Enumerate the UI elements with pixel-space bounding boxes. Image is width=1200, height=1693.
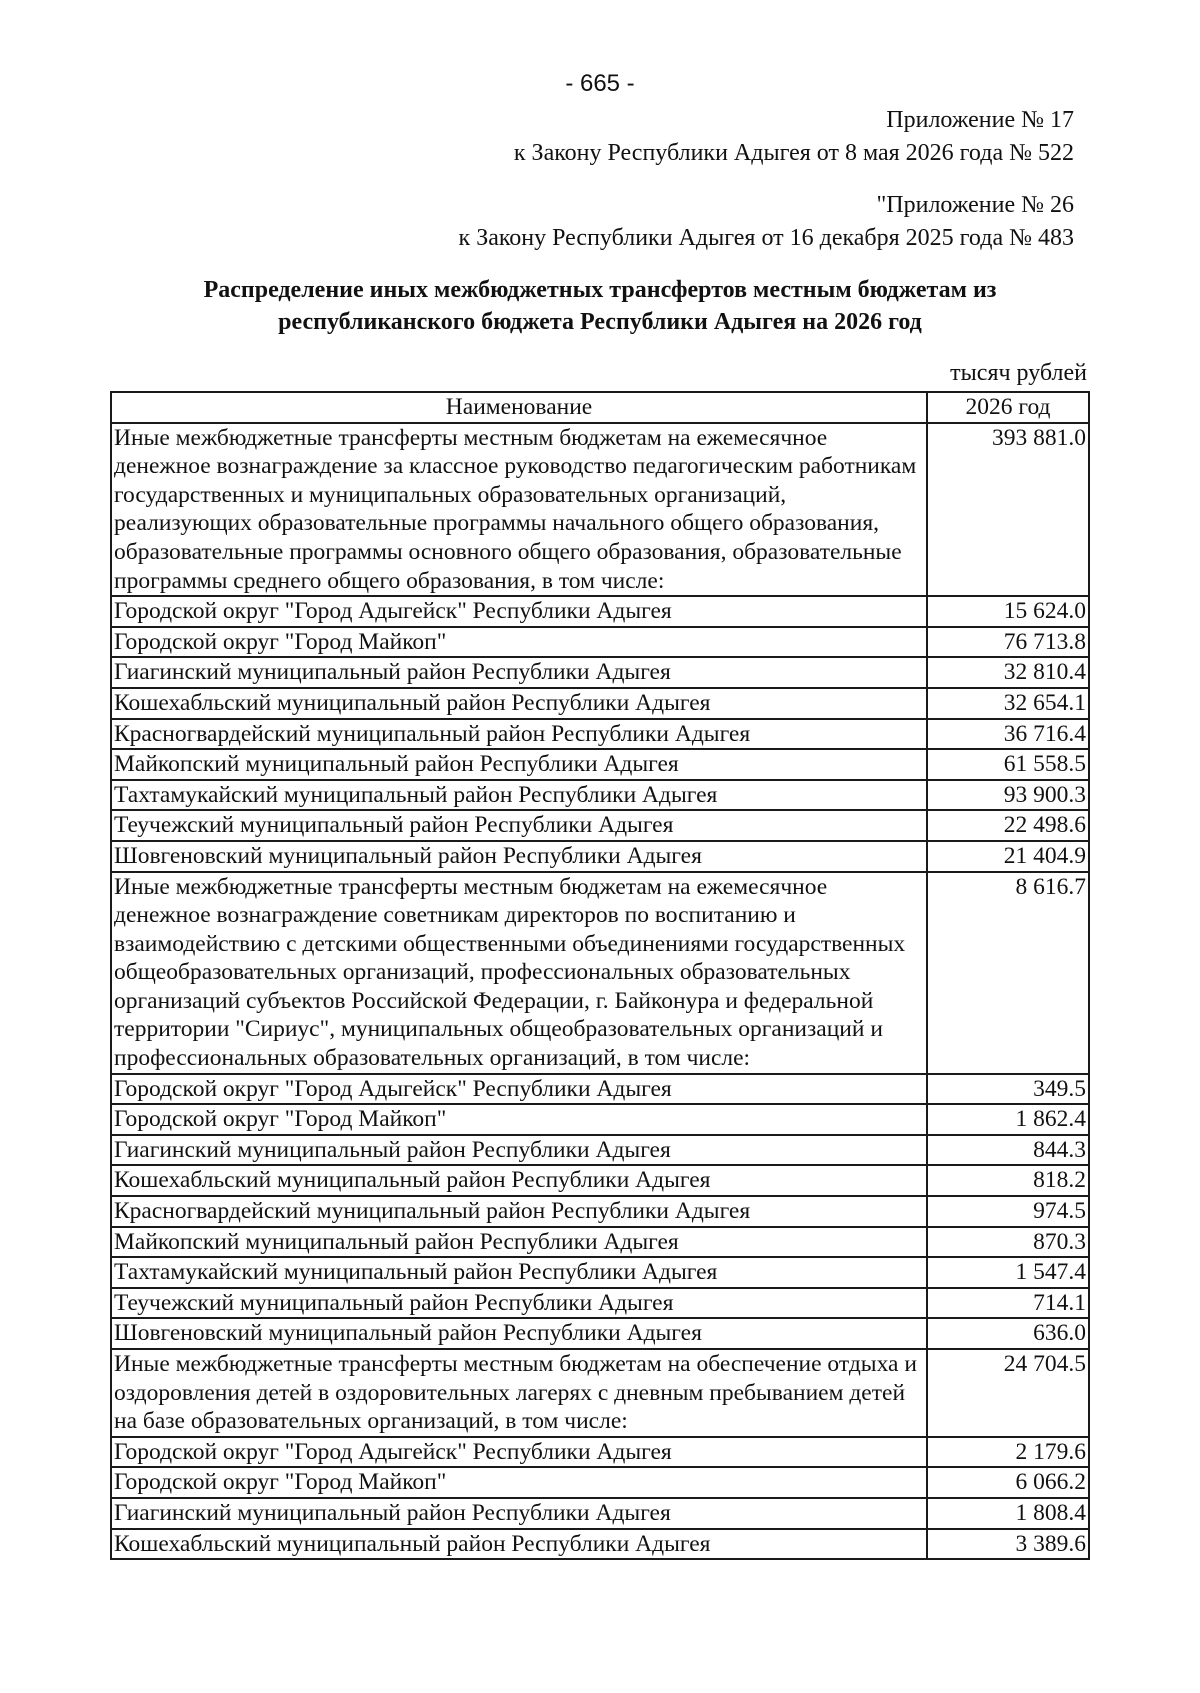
- units-label: тысяч рублей: [950, 360, 1087, 386]
- row-value: 2 179.6: [927, 1437, 1089, 1468]
- table-body: [111, 423, 1089, 1560]
- row-name: Тахтамукайский муниципальный район Республики Адыгея: [111, 780, 927, 811]
- row-value: 974.5: [927, 1196, 1089, 1227]
- table-row: [111, 1257, 1089, 1288]
- table-row: [111, 1529, 1089, 1560]
- row-name: Иные межбюджетные трансферты местным бюджетам на ежемесячное денежное вознаграждение за классное руководство педагогическим работникам государственных и муниципальных образовательных организаций, реализующих образовательные программы начального общего образования, образовательные программы основного общего образования, образовательные программы среднего общего образования, в том числе:: [111, 423, 927, 597]
- row-value: 21 404.9: [927, 841, 1089, 872]
- table-row: [111, 627, 1089, 658]
- row-value: 93 900.3: [927, 780, 1089, 811]
- row-name: Городской округ "Город Майкоп": [111, 1104, 927, 1135]
- row-name: Гиагинский муниципальный район Республики Адыгея: [111, 1498, 927, 1529]
- row-value: 32 654.1: [927, 688, 1089, 719]
- row-value: 844.3: [927, 1135, 1089, 1166]
- row-value: 3 389.6: [927, 1529, 1089, 1560]
- table-row: [111, 1227, 1089, 1258]
- row-value: 61 558.5: [927, 749, 1089, 780]
- document-title-line-1: Распределение иных межбюджетных трансфертов местным бюджетам из: [203, 277, 997, 303]
- original-appendix-number: "Приложение № 26: [876, 192, 1074, 218]
- table-row: [111, 1104, 1089, 1135]
- row-value: 76 713.8: [927, 627, 1089, 658]
- table-row: [111, 1074, 1089, 1105]
- document-title-line-2: республиканского бюджета Республики Адыгея на 2026 год: [278, 309, 922, 335]
- row-value: 22 498.6: [927, 810, 1089, 841]
- row-name: Городской округ "Город Майкоп": [111, 627, 927, 658]
- appendix-law-reference: к Закону Республики Адыгея от 8 мая 2026 года № 522: [513, 140, 1074, 166]
- row-name: Иные межбюджетные трансферты местным бюджетам на ежемесячное денежное вознаграждение советникам директоров по воспитанию и взаимодействию с детскими общественными объединениями государственных общеобразовательных организаций, профессиональных образовательных организаций субъектов Российской Федерации, г. Байконура и федеральной территории "Сириус", муниципальных общеобразовательных организаций и профессиональных образовательных организаций, в том числе:: [111, 872, 927, 1074]
- row-name: Гиагинский муниципальный район Республики Адыгея: [111, 1135, 927, 1166]
- row-name: Красногвардейский муниципальный район Республики Адыгея: [111, 1196, 927, 1227]
- document-title: [120, 274, 1080, 338]
- table-row: [111, 1349, 1089, 1437]
- row-name: Теучежский муниципальный район Республики Адыгея: [111, 810, 927, 841]
- row-value: 36 716.4: [927, 719, 1089, 750]
- table-row: [111, 596, 1089, 627]
- row-value: 6 066.2: [927, 1467, 1089, 1498]
- row-name: Городской округ "Город Адыгейск" Республики Адыгея: [111, 1437, 927, 1468]
- table-header-row: [111, 392, 1089, 423]
- row-value: 349.5: [927, 1074, 1089, 1105]
- table-row: [111, 841, 1089, 872]
- table-row: [111, 872, 1089, 1074]
- row-value: 818.2: [927, 1165, 1089, 1196]
- column-header-name: Наименование: [111, 392, 927, 423]
- table-row: [111, 810, 1089, 841]
- appendix-header: [514, 104, 1074, 170]
- table-row: [111, 1467, 1089, 1498]
- row-name: Теучежский муниципальный район Республики Адыгея: [111, 1288, 927, 1319]
- table-row: [111, 1165, 1089, 1196]
- row-name: Кошехабльский муниципальный район Республики Адыгея: [111, 1165, 927, 1196]
- row-name: Красногвардейский муниципальный район Республики Адыгея: [111, 719, 927, 750]
- row-name: Гиагинский муниципальный район Республики Адыгея: [111, 657, 927, 688]
- table-row: [111, 1318, 1089, 1349]
- table-row: [111, 1288, 1089, 1319]
- table-row: [111, 1196, 1089, 1227]
- table-row: [111, 719, 1089, 750]
- table-row: [111, 1498, 1089, 1529]
- original-law-reference: к Закону Республики Адыгея от 16 декабря 2025 года № 483: [458, 225, 1074, 251]
- transfers-table: [110, 391, 1090, 1560]
- table-row: [111, 688, 1089, 719]
- row-value: 1 808.4: [927, 1498, 1089, 1529]
- table-row: [111, 657, 1089, 688]
- appendix-number: Приложение № 17: [886, 107, 1074, 133]
- row-value: 24 704.5: [927, 1349, 1089, 1437]
- row-name: Кошехабльский муниципальный район Республики Адыгея: [111, 688, 927, 719]
- row-name: Кошехабльский муниципальный район Республики Адыгея: [111, 1529, 927, 1560]
- row-value: 1 862.4: [927, 1104, 1089, 1135]
- row-name: Городской округ "Город Майкоп": [111, 1467, 927, 1498]
- row-value: 636.0: [927, 1318, 1089, 1349]
- page-number: - 665 -: [565, 70, 635, 97]
- row-name: Шовгеновский муниципальный район Республики Адыгея: [111, 1318, 927, 1349]
- row-name: Шовгеновский муниципальный район Республики Адыгея: [111, 841, 927, 872]
- original-appendix-header: [459, 189, 1074, 255]
- row-name: Городской округ "Город Адыгейск" Республики Адыгея: [111, 1074, 927, 1105]
- row-value: 8 616.7: [927, 872, 1089, 1074]
- row-value: 1 547.4: [927, 1257, 1089, 1288]
- row-name: Майкопский муниципальный район Республики Адыгея: [111, 1227, 927, 1258]
- row-name: Городской округ "Город Адыгейск" Республики Адыгея: [111, 596, 927, 627]
- table-row: [111, 1135, 1089, 1166]
- row-name: Иные межбюджетные трансферты местным бюджетам на обеспечение отдыха и оздоровления детей в оздоровительных лагерях с дневным пребыванием детей на базе образовательных организаций, в том числе:: [111, 1349, 927, 1437]
- row-name: Тахтамукайский муниципальный район Республики Адыгея: [111, 1257, 927, 1288]
- row-value: 714.1: [927, 1288, 1089, 1319]
- column-header-year: 2026 год: [927, 392, 1089, 423]
- row-value: 32 810.4: [927, 657, 1089, 688]
- row-value: 870.3: [927, 1227, 1089, 1258]
- table-row: [111, 1437, 1089, 1468]
- row-value: 393 881.0: [927, 423, 1089, 597]
- table-row: [111, 780, 1089, 811]
- table-row: [111, 423, 1089, 597]
- table-row: [111, 749, 1089, 780]
- row-value: 15 624.0: [927, 596, 1089, 627]
- row-name: Майкопский муниципальный район Республики Адыгея: [111, 749, 927, 780]
